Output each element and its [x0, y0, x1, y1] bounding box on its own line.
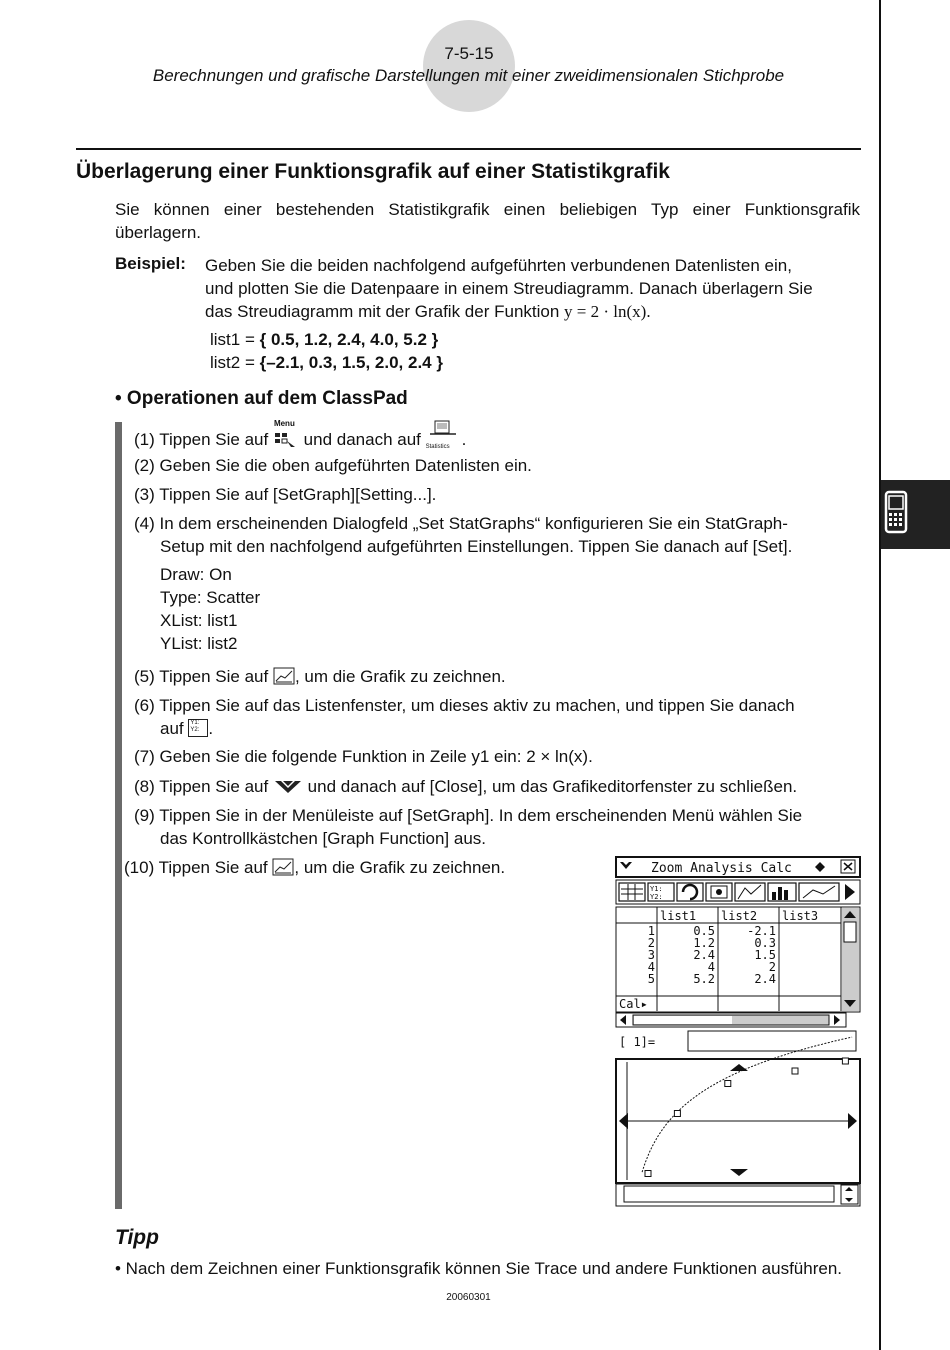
section-intro: Sie können einer bestehenden Statistikgrafik einen beliebigen Typ einer Funktionsgrafik überlagern.: [115, 200, 860, 242]
cell-entry-field[interactable]: [688, 1031, 856, 1051]
down-arrow-menu-icon[interactable]: [273, 778, 303, 801]
example-line-1: Geben Sie die beiden nachfolgend aufgeführten verbundenen Datenlisten ein,: [205, 256, 792, 275]
step-9-cont: das Kontrollkästchen [Graph Function] aus.: [160, 829, 487, 848]
step-text: In dem erscheinenden Dialogfeld „Set StatGraphs“ konfigurieren Sie ein StatGraph-: [159, 514, 788, 533]
scatter-point: [842, 1058, 848, 1064]
graph-draw-icon[interactable]: [273, 667, 295, 691]
list2-cell[interactable]: -2.1: [747, 924, 776, 938]
list1-cell[interactable]: 5.2: [693, 972, 715, 986]
step-6: [134, 694, 795, 717]
row-number: 4: [647, 960, 655, 974]
scatter-point: [725, 1081, 731, 1087]
menu-icon-label: Menu: [273, 419, 295, 428]
classpad-screen: [615, 856, 861, 1208]
list2-cell[interactable]: 1.5: [754, 948, 776, 962]
menu-icon[interactable]: [273, 419, 299, 448]
svg-text:Y2:: Y2:: [650, 893, 663, 901]
section-rule: [76, 148, 861, 150]
step-number: (3): [134, 485, 155, 504]
list2-label: list2 =: [210, 353, 260, 372]
graph-draw-icon[interactable]: [272, 858, 294, 882]
col-header-list1[interactable]: list1: [660, 909, 697, 923]
row-number: 2: [647, 936, 655, 950]
list1-cell[interactable]: 4: [707, 960, 715, 974]
setting-xlist: XList: list1: [160, 611, 238, 630]
menu-bar-text[interactable]: Zoom Analysis Calc: [651, 861, 792, 876]
step-text: , um die Grafik zu zeichnen.: [294, 667, 506, 686]
row-number: 1: [647, 924, 655, 938]
cal-label[interactable]: Cal▸: [619, 997, 648, 1011]
step-text: Geben Sie die folgende Funktion in Zeile y1 ein: 2 × ln(x).: [159, 747, 593, 766]
step-text: Tippen Sie auf das Listenfenster, um dieses aktiv zu machen, und tippen Sie danach: [159, 696, 795, 715]
list2-definition: [210, 353, 443, 373]
step-text: Tippen Sie auf: [158, 858, 273, 877]
page-edge-rule: [879, 0, 881, 1350]
example-line-3-text: das Streudiagramm mit der Grafik der Funktion: [205, 302, 565, 321]
step-8: [134, 775, 797, 801]
example-function: y = 2 · ln(x).: [564, 302, 651, 321]
list1-label: list1 =: [210, 330, 260, 349]
statistics-icon[interactable]: [426, 424, 462, 448]
list1-cell[interactable]: 2.4: [693, 948, 715, 962]
cell-reference: [ 1]=: [619, 1035, 656, 1049]
setting-draw: Draw: On: [160, 565, 232, 584]
step-number: (4): [134, 514, 155, 533]
step-number: (9): [134, 806, 155, 825]
list1-cell[interactable]: 1.2: [693, 936, 715, 950]
menu-icon-graphic: [273, 432, 299, 448]
step-number: (2): [134, 456, 155, 475]
step-text: Tippen Sie in der Menüleiste auf [SetGraph]. In dem erscheinenden Menü wählen Sie: [159, 806, 803, 825]
operations-title: • Operationen auf dem ClassPad: [115, 388, 408, 409]
graph-icon: [273, 667, 295, 685]
chevron-down-icon: [273, 779, 303, 795]
row-number: 3: [647, 948, 655, 962]
step-4-cont: Setup mit den nachfolgend aufgeführten Einstellungen. Tippen Sie danach auf [Set].: [160, 537, 793, 556]
step-number: (1): [134, 430, 155, 449]
step-number: (6): [134, 696, 155, 715]
step-text: Geben Sie die oben aufgeführten Datenlisten ein.: [159, 456, 532, 475]
graph-entry-field[interactable]: [624, 1186, 834, 1202]
col-header-list2[interactable]: list2: [721, 909, 758, 923]
list2-cell[interactable]: 2: [768, 960, 776, 974]
chapter-subtitle: Berechnungen und grafische Darstellungen mit einer zweidimensionalen Stichprobe: [152, 66, 785, 85]
step-number: (8): [134, 777, 155, 796]
step-text: , um die Grafik zu zeichnen.: [294, 858, 506, 877]
statistics-icon-label: Statistics: [425, 444, 450, 450]
classpad-screenshot: [615, 856, 861, 1208]
col-header-list3[interactable]: list3: [782, 909, 819, 923]
list2-values: {–2.1, 0.3, 1.5, 2.0, 2.4 }: [259, 353, 443, 372]
graph-icon: [272, 858, 294, 876]
example-line-3: [205, 300, 865, 323]
calculator-icon: [881, 480, 950, 549]
list1-values: { 0.5, 1.2, 2.4, 4.0, 5.2 }: [259, 330, 439, 349]
list1-cell[interactable]: 0.5: [693, 924, 715, 938]
list1-definition: [210, 330, 438, 350]
page-number: 7-5-15: [444, 44, 494, 63]
step-text: .: [461, 430, 467, 449]
step-6-cont: [160, 717, 213, 740]
list2-cell[interactable]: 2.4: [754, 972, 776, 986]
list2-cell[interactable]: 0.3: [754, 936, 776, 950]
scatter-point: [792, 1068, 798, 1074]
step-4: [134, 512, 788, 535]
step-text: Tippen Sie auf: [159, 777, 273, 796]
step-text: Tippen Sie auf: [159, 667, 273, 686]
tip-text: • Nach dem Zeichnen einer Funktionsgrafik können Sie Trace und andere Funktionen ausführen.: [115, 1259, 842, 1278]
statistics-icon-graphic: [426, 420, 462, 436]
chapter-tab: [881, 480, 950, 549]
section-title: Überlagerung einer Funktionsgrafik auf einer Statistikgrafik: [76, 160, 670, 183]
scatter-point: [674, 1111, 680, 1117]
setting-ylist: YList: list2: [160, 634, 238, 653]
step-10: [124, 856, 505, 882]
step-text: auf: [160, 719, 189, 738]
tip-title: Tipp: [115, 1226, 159, 1249]
example-line-2: und plotten Sie die Datenpaare in einem Streudiagramm. Danach überlagern Sie: [205, 279, 813, 298]
footer-code: 20060301: [446, 1292, 491, 1303]
step-number: (5): [134, 667, 155, 686]
y1y2-icon: Y1:: [650, 885, 663, 893]
step-text: Tippen Sie auf: [159, 430, 273, 449]
step-number: (10): [124, 858, 155, 877]
row-number: 5: [647, 972, 655, 986]
step-7: [134, 745, 593, 768]
step-1: [134, 419, 467, 451]
example-label: Beispiel:: [115, 254, 186, 273]
step-text: .: [208, 719, 214, 738]
step-5: [134, 665, 506, 691]
step-9: [134, 804, 802, 827]
step-text: Tippen Sie auf [SetGraph][Setting...].: [159, 485, 437, 504]
step-number: (7): [134, 747, 155, 766]
step-text: und danach auf: [298, 430, 426, 449]
graph-editor-icon[interactable]: [188, 719, 208, 737]
step-text: und danach auf [Close], um das Grafikeditorfenster zu schließen.: [302, 777, 798, 796]
setting-type: Type: Scatter: [160, 588, 261, 607]
operations-side-bar: [115, 422, 122, 1209]
example-text: [205, 254, 865, 323]
scatter-point: [645, 1171, 651, 1177]
step-3: [134, 483, 436, 506]
y1y2-icon: Y1: Y2:: [190, 720, 200, 733]
step-2: [134, 454, 532, 477]
